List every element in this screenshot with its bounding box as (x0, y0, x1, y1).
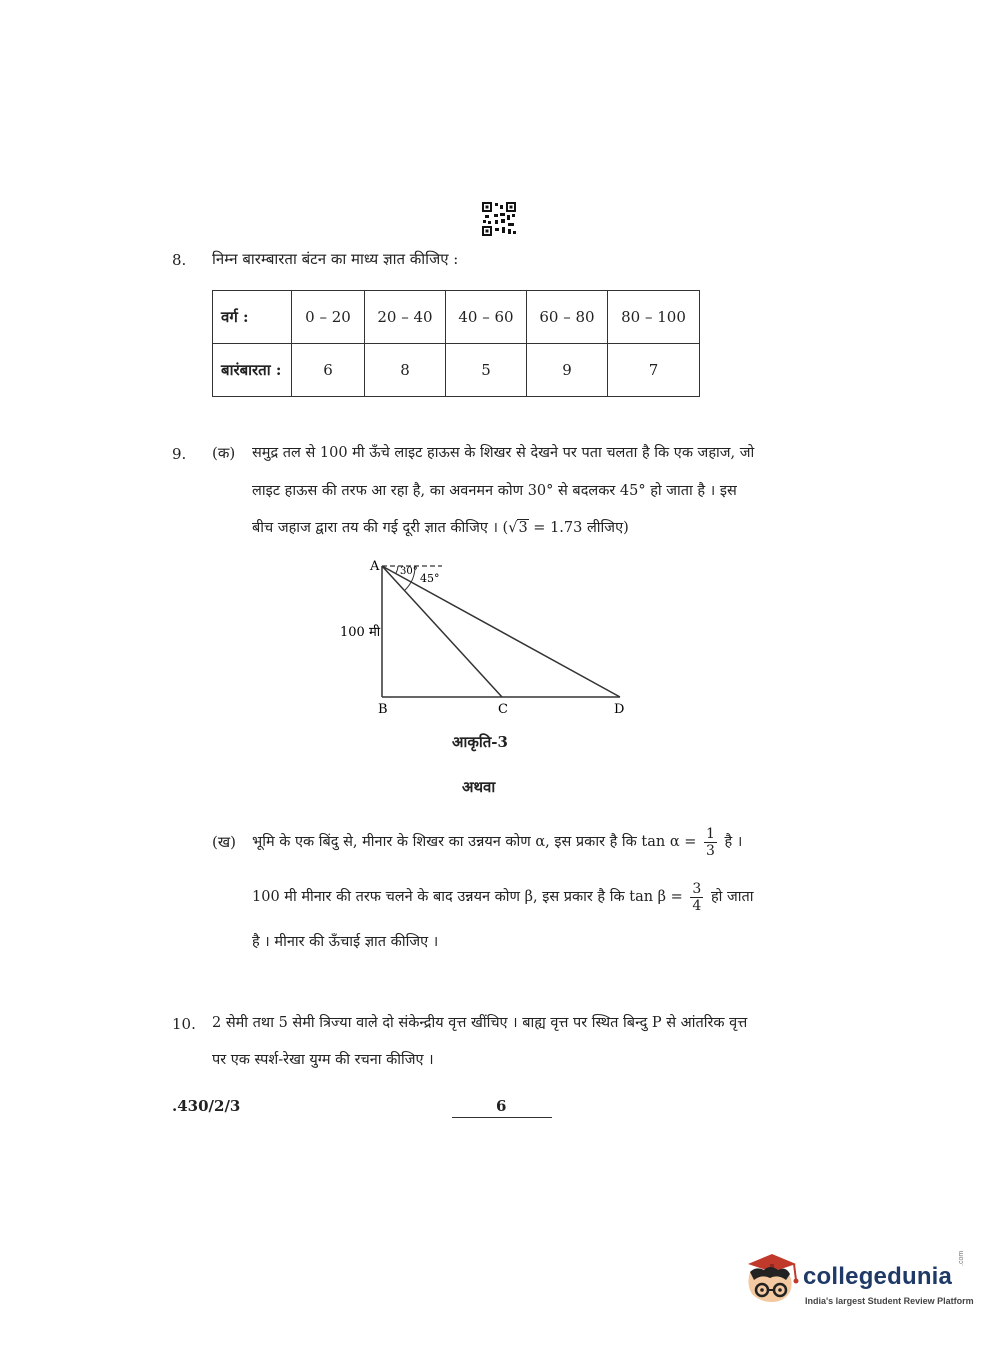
table-cell: 6 (292, 344, 365, 397)
question-number: 9. (172, 445, 187, 463)
text-segment: भूमि के एक बिंदु से, मीनार के शिखर का उन्नयन कोण α, इस प्रकार है कि tan α = (252, 834, 697, 850)
table-cell: 8 (365, 344, 446, 397)
figure-caption: आकृति-3 (452, 733, 508, 751)
question-number: 10. (172, 1015, 196, 1033)
or-separator: अथवा (462, 778, 496, 796)
part-label: (ख) (212, 833, 236, 851)
angle-arc-30 (396, 566, 398, 573)
fraction (690, 881, 703, 914)
table-row-label: बारंबारता : (213, 344, 292, 397)
fraction-numerator: 3 (692, 880, 702, 897)
triangle-figure (330, 555, 640, 720)
table-cell: 7 (608, 344, 700, 397)
point-label-a: A (370, 559, 380, 574)
text-segment: बीच जहाज द्वारा तय की गई दूरी ज्ञात कीजिए । ( (252, 520, 509, 536)
text-segment: हो जाता (710, 889, 754, 905)
question-text (252, 823, 742, 861)
collegedunia-mascot-icon (742, 1250, 800, 1312)
text-segment: है । (724, 834, 743, 850)
point-label-c: C (498, 702, 508, 717)
question-text: पर एक स्पर्श-रेखा युग्म की रचना कीजिए । (212, 1052, 434, 1068)
text-segment: = 1.73 लीजिए) (528, 520, 629, 536)
table-cell: 9 (527, 344, 608, 397)
frequency-table (212, 290, 700, 397)
question-text: है । मीनार की ऊँचाई ज्ञात कीजिए । (252, 934, 439, 950)
question-text (252, 518, 629, 538)
point-label-b: B (378, 702, 388, 717)
brand-name: collegedunia (803, 1263, 953, 1290)
brand-tagline: India's largest Student Review Platform (805, 1296, 974, 1306)
paper-code: .430/2/3 (172, 1097, 241, 1115)
angle-label-45: 45° (420, 572, 440, 585)
table-row-label: वर्ग : (213, 291, 292, 344)
footer-divider (452, 1117, 552, 1118)
sqrt-expression: √3 (508, 520, 528, 536)
question-text: निम्न बारम्बारता बंटन का माध्य ज्ञात कीजिए : (212, 250, 459, 268)
height-label: 100 मी (340, 625, 381, 640)
table-cell: 60 – 80 (527, 291, 608, 344)
fraction-denominator: 4 (692, 897, 702, 914)
part-label: (क) (212, 444, 236, 462)
text-segment: 100 मी मीनार की तरफ चलने के बाद उन्नयन कोण β, इस प्रकार है कि tan β = (252, 889, 683, 905)
question-text (252, 878, 754, 916)
table-cell: 20 – 40 (365, 291, 446, 344)
brand-domain: .com (958, 1250, 965, 1266)
question-text: लाइट हाऊस की तरफ आ रहा है, का अवनमन कोण 30° से बदलकर 45° हो जाता है । इस (252, 483, 737, 499)
line-of-sight-d (382, 566, 620, 697)
page-number: 6 (496, 1097, 507, 1115)
fraction-numerator: 1 (706, 825, 715, 842)
table-cell: 80 – 100 (608, 291, 700, 344)
qr-code-icon (482, 202, 516, 236)
angle-label-30: 30° (400, 566, 418, 577)
fraction-denominator: 3 (706, 842, 715, 859)
fraction (704, 826, 717, 859)
question-text: 2 सेमी तथा 5 सेमी त्रिज्या वाले दो संकेन्द्रीय वृत्त खींचिए । बाह्य वृत्त पर स्थित बिन्दु P से आंतरिक वृत्त (212, 1015, 748, 1031)
question-text: समुद्र तल से 100 मी ऊँचे लाइट हाऊस के शिखर से देखने पर पता चलता है कि एक जहाज, जो (252, 445, 755, 461)
table-cell: 0 – 20 (292, 291, 365, 344)
point-label-d: D (614, 702, 625, 717)
radicand: 3 (518, 520, 528, 536)
question-number: 8. (172, 251, 187, 269)
line-of-sight-c (382, 566, 502, 697)
table-cell: 5 (446, 344, 527, 397)
table-cell: 40 – 60 (446, 291, 527, 344)
